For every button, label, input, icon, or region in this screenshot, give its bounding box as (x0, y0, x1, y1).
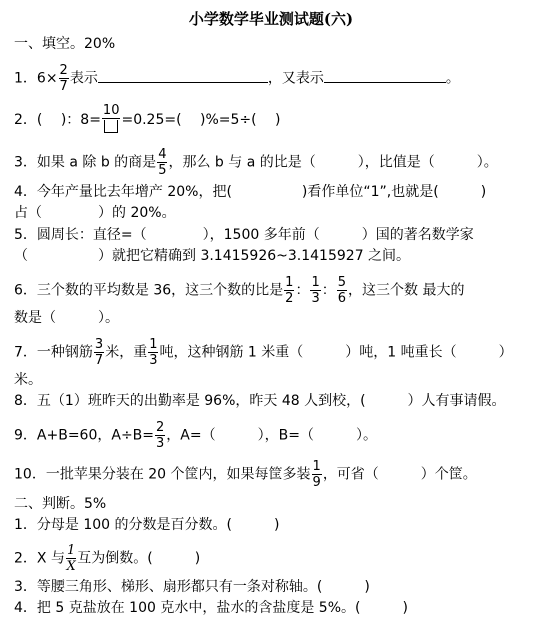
question-1 (14, 64, 460, 93)
j2-prefix: 2．X 与 (14, 550, 65, 567)
q6-prefix: 6．三个数的平均数是 36，这三个数的比是 (14, 282, 284, 299)
q1-blank-1[interactable] (98, 68, 268, 83)
q7-text-a: 米，重 (105, 344, 148, 361)
q2-fraction: 10 (102, 104, 121, 136)
q10-rest: ，可省（ ）个筐。 (322, 466, 477, 483)
q1-text-a: 表示 (69, 70, 98, 87)
q1-prefix: 1．6× (14, 70, 58, 87)
question-2 (14, 104, 281, 136)
q6-fraction-2: $\frac{1}{3}$ (311, 275, 320, 306)
q9-rest: ，A=（ ），B=（ ）。 (166, 427, 377, 444)
question-5-line-1: 5．圆周长：直径=（ ），1500 多年前（ ）国的著名数学家 (14, 227, 474, 243)
question-4-line-2: 占（ ）的 20%。 (14, 205, 176, 221)
q6-colon-1: ： (295, 282, 310, 299)
question-8: 8．五（1）班昨天的出勤率是 96%，昨天 48 人到校，( ）人有事请假。 (14, 393, 506, 409)
q3-prefix: 3．如果 a 除 b 的商是 (14, 154, 157, 171)
q7-rest: 吨，这种钢筋 1 米重（ ）吨，1 吨重长（ ） (159, 344, 513, 361)
question-5-line-2: （ ）就把它精确到 3.1415926~3.1415927 之间。 (14, 248, 411, 264)
j2-fraction: $\frac{1}{X}$ (66, 543, 76, 574)
q7-prefix: 7．一种钢筋 (14, 344, 93, 361)
section-fill-blank-heading: 一、填空。20% (14, 36, 116, 52)
q9-fraction: $\frac{2}{3}$ (156, 420, 165, 451)
q1-end: 。 (445, 70, 460, 87)
question-6 (14, 276, 464, 305)
judgment-4: 4．把 5 克盐放在 100 克水中，盐水的含盐度是 5%。( ) (14, 600, 408, 616)
q3-fraction: $\frac{4}{5}$ (158, 147, 167, 178)
question-9 (14, 421, 377, 450)
q3-rest: ，那么 b 与 a 的比是（ ），比值是（ ）。 (168, 154, 498, 171)
question-6-line-2: 数是（ ）。 (14, 310, 119, 326)
q7-fraction-2: $\frac{1}{3}$ (149, 337, 158, 368)
q1-blank-2[interactable] (324, 68, 446, 83)
question-3 (14, 148, 498, 177)
q7-fraction-1: $\frac{3}{7}$ (94, 337, 104, 368)
question-7 (14, 338, 513, 367)
q2-denominator-blank[interactable] (104, 120, 118, 133)
q1-fraction: $\frac{2}{7}$ (59, 63, 68, 94)
q9-prefix: 9．A+B=60，A÷B= (14, 427, 155, 444)
j2-rest: 互为倒数。( ) (77, 550, 201, 567)
question-7-line-2: 米。 (14, 372, 42, 388)
judgment-2 (14, 544, 200, 573)
q6-fraction-3: $\frac{5}{6}$ (337, 275, 347, 306)
q10-prefix: 10．一批苹果分装在 20 个筐内，如果每筐多装 (14, 466, 311, 483)
section-judgment-heading: 二、判断。5% (14, 496, 107, 512)
judgment-1: 1．分母是 100 的分数是百分数。( ) (14, 517, 280, 533)
question-4-line-1: 4．今年产量比去年增产 20%，把( )看作单位“1”,也就是( ) (14, 184, 487, 200)
q6-fraction-1: $\frac{1}{2}$ (285, 275, 294, 306)
judgment-3: 3．等腰三角形、梯形、扇形都只有一条对称轴。( ) (14, 579, 370, 595)
q10-fraction: $\frac{1}{9}$ (312, 459, 321, 490)
q6-rest: ，这三个数 最大的 (348, 282, 465, 299)
q6-colon-2: ： (321, 282, 336, 299)
q2-rest: =0.25=( )%=5÷( ) (121, 112, 281, 128)
q2-prefix: 2．( )：8= (14, 112, 101, 128)
page-title: 小学数学毕业测试题(六) (188, 10, 354, 28)
q1-text-b: ，又表示 (267, 70, 324, 87)
question-10 (14, 460, 477, 489)
